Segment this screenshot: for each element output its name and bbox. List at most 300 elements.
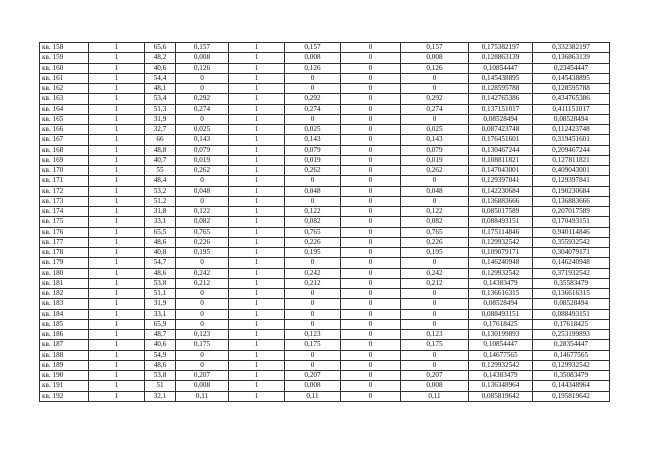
zero-cell: 0 [341, 330, 401, 340]
value2-cell: 0 [285, 360, 341, 370]
coef-cell: 1 [229, 340, 285, 350]
apartment-label: кв. 190 [40, 371, 89, 381]
value-cell: 0 [176, 350, 229, 360]
area-cell: 53,2 [145, 186, 176, 196]
share-cell: 0,10854447 [469, 63, 533, 73]
value-cell: 0,11 [176, 391, 229, 401]
value-cell: 0,025 [176, 125, 229, 135]
table-row [40, 340, 610, 350]
share-cell: 0,129932542 [469, 237, 533, 247]
value3-cell: 0,765 [401, 227, 469, 237]
value3-cell: 0,079 [401, 145, 469, 155]
apartment-label: кв. 169 [40, 155, 89, 165]
total-cell: 0,253199893 [533, 330, 610, 340]
value-cell: 0,082 [176, 217, 229, 227]
table-row [40, 155, 610, 165]
apartment-label: кв. 167 [40, 135, 89, 145]
coef-cell: 1 [229, 381, 285, 391]
apartment-label: кв. 183 [40, 299, 89, 309]
total-cell: 0,209467244 [533, 145, 610, 155]
table-row [40, 135, 610, 145]
apartment-label: кв. 170 [40, 166, 89, 176]
value-cell: 0,079 [176, 145, 229, 155]
zero-cell: 0 [341, 145, 401, 155]
area-cell: 66 [145, 135, 176, 145]
count-cell: 1 [89, 360, 145, 370]
value-cell: 0 [176, 360, 229, 370]
value-cell: 0 [176, 114, 229, 124]
zero-cell: 0 [341, 360, 401, 370]
value-cell: 0,207 [176, 371, 229, 381]
value3-cell: 0,212 [401, 278, 469, 288]
count-cell: 1 [89, 258, 145, 268]
apartment-label: кв. 186 [40, 330, 89, 340]
value-cell: 0 [176, 258, 229, 268]
apartment-label: кв. 160 [40, 63, 89, 73]
value-cell: 0,008 [176, 381, 229, 391]
total-cell: 0,28354447 [533, 340, 610, 350]
apartment-label: кв. 166 [40, 125, 89, 135]
value2-cell: 0,212 [285, 278, 341, 288]
area-cell: 48,4 [145, 176, 176, 186]
zero-cell: 0 [341, 319, 401, 329]
value-cell: 0,226 [176, 237, 229, 247]
total-cell: 0,23454447 [533, 63, 610, 73]
table-row [40, 360, 610, 370]
table-row [40, 278, 610, 288]
apartment-label: кв. 161 [40, 73, 89, 83]
value2-cell: 0 [285, 73, 341, 83]
table-row [40, 196, 610, 206]
zero-cell: 0 [341, 207, 401, 217]
value-cell: 0,126 [176, 63, 229, 73]
count-cell: 1 [89, 155, 145, 165]
table-row [40, 94, 610, 104]
count-cell: 1 [89, 145, 145, 155]
share-cell: 0,176451601 [469, 135, 533, 145]
share-cell: 0,088493151 [469, 217, 533, 227]
total-cell: 0,088493151 [533, 309, 610, 319]
value2-cell: 0,143 [285, 135, 341, 145]
area-cell: 54,9 [145, 350, 176, 360]
zero-cell: 0 [341, 176, 401, 186]
area-cell: 33,1 [145, 217, 176, 227]
zero-cell: 0 [341, 217, 401, 227]
value2-cell: 0,207 [285, 371, 341, 381]
value3-cell: 0,048 [401, 186, 469, 196]
area-cell: 32,7 [145, 125, 176, 135]
zero-cell: 0 [341, 237, 401, 247]
share-cell: 0,137151017 [469, 104, 533, 114]
coef-cell: 1 [229, 289, 285, 299]
share-cell: 0,08528494 [469, 114, 533, 124]
table-row [40, 248, 610, 258]
value-cell: 0,143 [176, 135, 229, 145]
zero-cell: 0 [341, 155, 401, 165]
apartment-label: кв. 164 [40, 104, 89, 114]
count-cell: 1 [89, 135, 145, 145]
apartment-label: кв. 188 [40, 350, 89, 360]
value3-cell: 0 [401, 289, 469, 299]
share-cell: 0,109079171 [469, 248, 533, 258]
area-cell: 48,6 [145, 237, 176, 247]
area-cell: 40,6 [145, 340, 176, 350]
value2-cell: 0,122 [285, 207, 341, 217]
count-cell: 1 [89, 207, 145, 217]
count-cell: 1 [89, 217, 145, 227]
coef-cell: 1 [229, 268, 285, 278]
count-cell: 1 [89, 278, 145, 288]
value-cell: 0 [176, 176, 229, 186]
value2-cell: 0,292 [285, 94, 341, 104]
value2-cell: 0,079 [285, 145, 341, 155]
table-row [40, 43, 610, 53]
zero-cell: 0 [341, 125, 401, 135]
zero-cell: 0 [341, 166, 401, 176]
share-cell: 0,175114846 [469, 227, 533, 237]
count-cell: 1 [89, 176, 145, 186]
share-cell: 0,087423748 [469, 125, 533, 135]
value3-cell: 0,242 [401, 268, 469, 278]
apartment-label: кв. 171 [40, 176, 89, 186]
value-cell: 0,157 [176, 43, 229, 53]
apartment-label: кв. 178 [40, 248, 89, 258]
coef-cell: 1 [229, 166, 285, 176]
value2-cell: 0,226 [285, 237, 341, 247]
share-cell: 0,129932542 [469, 268, 533, 278]
table-row [40, 166, 610, 176]
total-cell: 0,136616315 [533, 289, 610, 299]
share-cell: 0,130467244 [469, 145, 533, 155]
value-cell: 0,123 [176, 330, 229, 340]
area-cell: 48,6 [145, 360, 176, 370]
table-row [40, 319, 610, 329]
total-cell: 0,17618425 [533, 319, 610, 329]
share-cell: 0,17618425 [469, 319, 533, 329]
value-cell: 0,008 [176, 53, 229, 63]
value-cell: 0 [176, 309, 229, 319]
total-cell: 0,409043001 [533, 166, 610, 176]
value-cell: 0 [176, 299, 229, 309]
zero-cell: 0 [341, 309, 401, 319]
share-cell: 0,130199893 [469, 330, 533, 340]
value2-cell: 0,048 [285, 186, 341, 196]
value-cell: 0,019 [176, 155, 229, 165]
apartment-label: кв. 159 [40, 53, 89, 63]
table-row [40, 268, 610, 278]
value3-cell: 0,143 [401, 135, 469, 145]
count-cell: 1 [89, 166, 145, 176]
zero-cell: 0 [341, 94, 401, 104]
zero-cell: 0 [341, 63, 401, 73]
total-cell: 0,207017589 [533, 207, 610, 217]
coef-cell: 1 [229, 73, 285, 83]
coef-cell: 1 [229, 371, 285, 381]
share-cell: 0,129932542 [469, 360, 533, 370]
coef-cell: 1 [229, 186, 285, 196]
value3-cell: 0,207 [401, 371, 469, 381]
table-row [40, 73, 610, 83]
value3-cell: 0 [401, 196, 469, 206]
coef-cell: 1 [229, 217, 285, 227]
coef-cell: 1 [229, 63, 285, 73]
share-cell: 0,147043001 [469, 166, 533, 176]
area-cell: 48,6 [145, 268, 176, 278]
zero-cell: 0 [341, 371, 401, 381]
total-cell: 0,434765386 [533, 94, 610, 104]
value-cell: 0 [176, 319, 229, 329]
value-cell: 0 [176, 73, 229, 83]
zero-cell: 0 [341, 381, 401, 391]
total-cell: 0,128595788 [533, 84, 610, 94]
apartment-label: кв. 158 [40, 43, 89, 53]
table-row [40, 207, 610, 217]
value-cell: 0,292 [176, 94, 229, 104]
coef-cell: 1 [229, 145, 285, 155]
value3-cell: 0,082 [401, 217, 469, 227]
table-row [40, 104, 610, 114]
value3-cell: 0,008 [401, 381, 469, 391]
value2-cell: 0,008 [285, 53, 341, 63]
count-cell: 1 [89, 330, 145, 340]
area-cell: 53,8 [145, 371, 176, 381]
coef-cell: 1 [229, 84, 285, 94]
coef-cell: 1 [229, 176, 285, 186]
total-cell: 0,14677565 [533, 350, 610, 360]
apartment-label: кв. 180 [40, 268, 89, 278]
value3-cell: 0 [401, 114, 469, 124]
value2-cell: 0 [285, 299, 341, 309]
count-cell: 1 [89, 268, 145, 278]
value3-cell: 0 [401, 309, 469, 319]
value2-cell: 0 [285, 176, 341, 186]
coef-cell: 1 [229, 104, 285, 114]
total-cell: 0,35083479 [533, 371, 610, 381]
total-cell: 0,304079171 [533, 248, 610, 258]
count-cell: 1 [89, 63, 145, 73]
coef-cell: 1 [229, 53, 285, 63]
value-cell: 0,122 [176, 207, 229, 217]
total-cell: 0,129932542 [533, 360, 610, 370]
value3-cell: 0 [401, 73, 469, 83]
total-cell: 0,332382197 [533, 43, 610, 53]
count-cell: 1 [89, 309, 145, 319]
table-row [40, 145, 610, 155]
share-cell: 0,129397841 [469, 176, 533, 186]
value2-cell: 0,262 [285, 166, 341, 176]
total-cell: 0,371932542 [533, 268, 610, 278]
apartment-label: кв. 181 [40, 278, 89, 288]
total-cell: 0,411151017 [533, 104, 610, 114]
area-cell: 31,9 [145, 299, 176, 309]
table-row [40, 309, 610, 319]
coef-cell: 1 [229, 125, 285, 135]
value-cell: 0 [176, 196, 229, 206]
value3-cell: 0 [401, 84, 469, 94]
apartment-label: кв. 192 [40, 391, 89, 401]
total-cell: 0,136863139 [533, 53, 610, 63]
count-cell: 1 [89, 43, 145, 53]
total-cell: 0,319451601 [533, 135, 610, 145]
zero-cell: 0 [341, 84, 401, 94]
table-row [40, 289, 610, 299]
value2-cell: 0,274 [285, 104, 341, 114]
value3-cell: 0 [401, 350, 469, 360]
value2-cell: 0 [285, 309, 341, 319]
value2-cell: 0 [285, 114, 341, 124]
count-cell: 1 [89, 196, 145, 206]
coef-cell: 1 [229, 94, 285, 104]
apartment-data-table [39, 42, 610, 402]
area-cell: 65,9 [145, 319, 176, 329]
value3-cell: 0,122 [401, 207, 469, 217]
value-cell: 0,274 [176, 104, 229, 114]
total-cell: 0,940114846 [533, 227, 610, 237]
apartment-label: кв. 162 [40, 84, 89, 94]
apartment-label: кв. 191 [40, 381, 89, 391]
apartment-label: кв. 185 [40, 319, 89, 329]
apartment-label: кв. 163 [40, 94, 89, 104]
coef-cell: 1 [229, 155, 285, 165]
apartment-label: кв. 173 [40, 196, 89, 206]
share-cell: 0,175382197 [469, 43, 533, 53]
count-cell: 1 [89, 350, 145, 360]
area-cell: 53,4 [145, 94, 176, 104]
count-cell: 1 [89, 114, 145, 124]
zero-cell: 0 [341, 43, 401, 53]
total-cell: 0,146240948 [533, 258, 610, 268]
table-row [40, 114, 610, 124]
value3-cell: 0,123 [401, 330, 469, 340]
table-row [40, 63, 610, 73]
share-cell: 0,14677565 [469, 350, 533, 360]
value-cell: 0 [176, 84, 229, 94]
zero-cell: 0 [341, 104, 401, 114]
table-row [40, 299, 610, 309]
count-cell: 1 [89, 53, 145, 63]
value2-cell: 0,175 [285, 340, 341, 350]
coef-cell: 1 [229, 309, 285, 319]
area-cell: 54,4 [145, 73, 176, 83]
table-row [40, 53, 610, 63]
total-cell: 0,195819642 [533, 391, 610, 401]
value2-cell: 0,082 [285, 217, 341, 227]
count-cell: 1 [89, 319, 145, 329]
count-cell: 1 [89, 248, 145, 258]
coef-cell: 1 [229, 330, 285, 340]
count-cell: 1 [89, 371, 145, 381]
value3-cell: 0 [401, 319, 469, 329]
value3-cell: 0 [401, 360, 469, 370]
total-cell: 0,112423748 [533, 125, 610, 135]
area-cell: 48,1 [145, 84, 176, 94]
table-row [40, 258, 610, 268]
count-cell: 1 [89, 289, 145, 299]
count-cell: 1 [89, 237, 145, 247]
area-cell: 32,1 [145, 391, 176, 401]
area-cell: 51,3 [145, 104, 176, 114]
share-cell: 0,14383479 [469, 278, 533, 288]
total-cell: 0,08528494 [533, 114, 610, 124]
value-cell: 0,212 [176, 278, 229, 288]
value-cell: 0 [176, 289, 229, 299]
apartment-label: кв. 177 [40, 237, 89, 247]
apartment-label: кв. 187 [40, 340, 89, 350]
zero-cell: 0 [341, 278, 401, 288]
area-cell: 48,8 [145, 145, 176, 155]
coef-cell: 1 [229, 391, 285, 401]
area-cell: 53,8 [145, 278, 176, 288]
total-cell: 0,136883666 [533, 196, 610, 206]
total-cell: 0,144348964 [533, 381, 610, 391]
table-row [40, 176, 610, 186]
value-cell: 0,262 [176, 166, 229, 176]
value2-cell: 0,157 [285, 43, 341, 53]
value3-cell: 0,019 [401, 155, 469, 165]
apartment-label: кв. 184 [40, 309, 89, 319]
value2-cell: 0 [285, 350, 341, 360]
apartment-label: кв. 175 [40, 217, 89, 227]
value-cell: 0,048 [176, 186, 229, 196]
area-cell: 31,9 [145, 114, 176, 124]
area-cell: 48,2 [145, 53, 176, 63]
apartment-label: кв. 168 [40, 145, 89, 155]
value-cell: 0,242 [176, 268, 229, 278]
count-cell: 1 [89, 340, 145, 350]
value2-cell: 0,126 [285, 63, 341, 73]
share-cell: 0,146240948 [469, 258, 533, 268]
zero-cell: 0 [341, 340, 401, 350]
coef-cell: 1 [229, 299, 285, 309]
zero-cell: 0 [341, 73, 401, 83]
value2-cell: 0,008 [285, 381, 341, 391]
share-cell: 0,136883666 [469, 196, 533, 206]
table-row [40, 381, 610, 391]
value-cell: 0,765 [176, 227, 229, 237]
value3-cell: 0,262 [401, 166, 469, 176]
area-cell: 51,2 [145, 196, 176, 206]
zero-cell: 0 [341, 258, 401, 268]
count-cell: 1 [89, 299, 145, 309]
value3-cell: 0,175 [401, 340, 469, 350]
value3-cell: 0,126 [401, 63, 469, 73]
area-cell: 51,1 [145, 289, 176, 299]
value3-cell: 0,195 [401, 248, 469, 258]
area-cell: 55 [145, 166, 176, 176]
apartment-label: кв. 176 [40, 227, 89, 237]
zero-cell: 0 [341, 391, 401, 401]
value3-cell: 0 [401, 176, 469, 186]
area-cell: 51 [145, 381, 176, 391]
area-cell: 40,8 [145, 248, 176, 258]
value2-cell: 0,025 [285, 125, 341, 135]
share-cell: 0,10854447 [469, 340, 533, 350]
apartment-label: кв. 182 [40, 289, 89, 299]
share-cell: 0,085819642 [469, 391, 533, 401]
count-cell: 1 [89, 227, 145, 237]
table-row [40, 330, 610, 340]
total-cell: 0,129397841 [533, 176, 610, 186]
count-cell: 1 [89, 104, 145, 114]
value2-cell: 0 [285, 258, 341, 268]
value2-cell: 0 [285, 319, 341, 329]
area-cell: 54,7 [145, 258, 176, 268]
table-row [40, 84, 610, 94]
count-cell: 1 [89, 125, 145, 135]
coef-cell: 1 [229, 360, 285, 370]
coef-cell: 1 [229, 43, 285, 53]
zero-cell: 0 [341, 186, 401, 196]
